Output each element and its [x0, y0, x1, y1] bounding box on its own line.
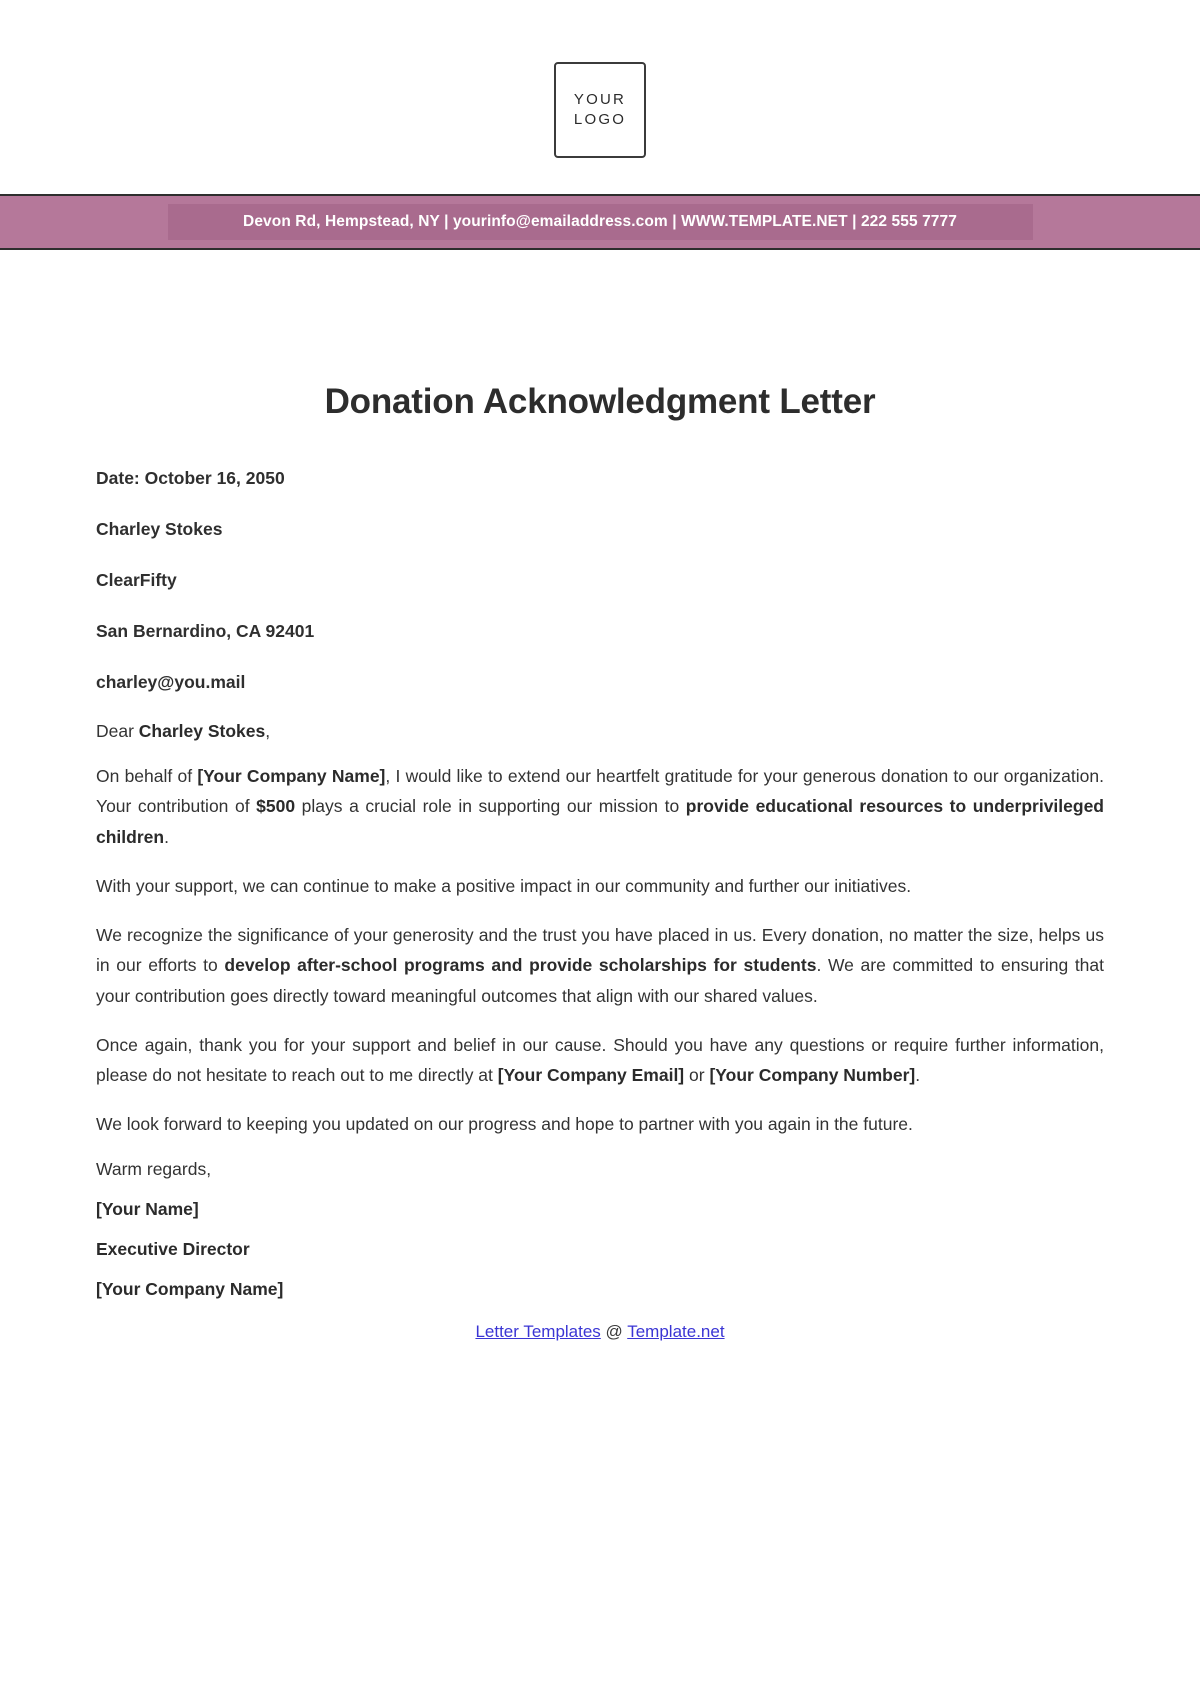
header-divider-bottom [0, 248, 1200, 250]
recipient-address: San Bernardino, CA 92401 [96, 621, 315, 641]
letter-body [0, 382, 1200, 1342]
salutation-name: Charley Stokes [138, 721, 266, 741]
logo-line-1: YOUR [573, 90, 627, 108]
footer-separator: @ [600, 1321, 628, 1341]
template-net-link[interactable]: Template.net [627, 1321, 725, 1341]
salutation [96, 721, 1104, 742]
paragraph-2: With your support, we can continue to make a positive impact in our community and further our initiatives. [96, 875, 912, 896]
p1-text-b: , I would like to extend our heartfelt gratitude for your generous donation to our organization. Your contribution of [96, 766, 1104, 817]
letter-templates-link[interactable]: Letter Templates [475, 1321, 601, 1341]
contact-info-text: Devon Rd, Hempstead, NY | yourinfo@emailaddress.com | WWW.TEMPLATE.NET | 222 555 7777 [243, 213, 957, 230]
contact-bar [0, 196, 1200, 248]
p1-company: [Your Company Name] [197, 766, 386, 786]
paragraph-3 [96, 920, 1104, 1011]
p3-bold: develop after-school programs and provide scholarships for students [224, 955, 817, 976]
paragraph-5: We look forward to keeping you updated on our progress and hope to partner with you again in the future. [96, 1114, 913, 1135]
recipient-name: Charley Stokes [96, 519, 223, 539]
p3-text-a: We recognize the significance of your generosity and the trust you have placed in us. Every donation, no matter the size, helps us in our efforts to [96, 925, 1104, 976]
letter-date: Date: October 16, 2050 [96, 468, 285, 488]
logo-container [0, 0, 1200, 158]
signature-name: [Your Name] [96, 1198, 199, 1219]
contact-bar-inner [168, 204, 1033, 240]
page-title: Donation Acknowledgment Letter [324, 382, 876, 421]
p4-email: [Your Company Email] [497, 1065, 685, 1086]
p1-text-d: . [164, 826, 169, 847]
p4-text-a: Once again, thank you for your support and belief in our cause. Should you have any questions or require further information, please do not hesitate to reach out to me directly at [96, 1034, 1104, 1086]
p4-text-b: or [684, 1065, 710, 1086]
p1-text-a: On behalf of [96, 766, 198, 786]
salutation-suffix: , [265, 721, 271, 741]
closing-line: Warm regards, [96, 1158, 212, 1179]
signature-title: Executive Director [96, 1238, 250, 1259]
p4-text-c: . [915, 1065, 921, 1086]
p3-text-b: . We are committed to ensuring that your contribution goes directly toward meaningful outcomes that align with our shared values. [96, 955, 1105, 1006]
salutation-prefix: Dear [96, 721, 139, 741]
signature-company: [Your Company Name] [96, 1278, 284, 1299]
paragraph-1 [96, 761, 1104, 852]
logo-placeholder [554, 62, 646, 158]
p1-text-c: plays a crucial role in supporting our mission to [295, 796, 686, 817]
p4-number: [Your Company Number] [709, 1065, 916, 1086]
footer-credit [96, 1322, 1104, 1342]
p1-mission: provide educational resources to underprivileged children [96, 796, 1104, 847]
logo-line-2: LOGO [573, 111, 627, 128]
p1-amount: $500 [256, 796, 296, 817]
paragraph-4 [96, 1030, 1104, 1091]
recipient-email: charley@you.mail [96, 672, 246, 692]
recipient-company: ClearFifty [96, 570, 177, 590]
